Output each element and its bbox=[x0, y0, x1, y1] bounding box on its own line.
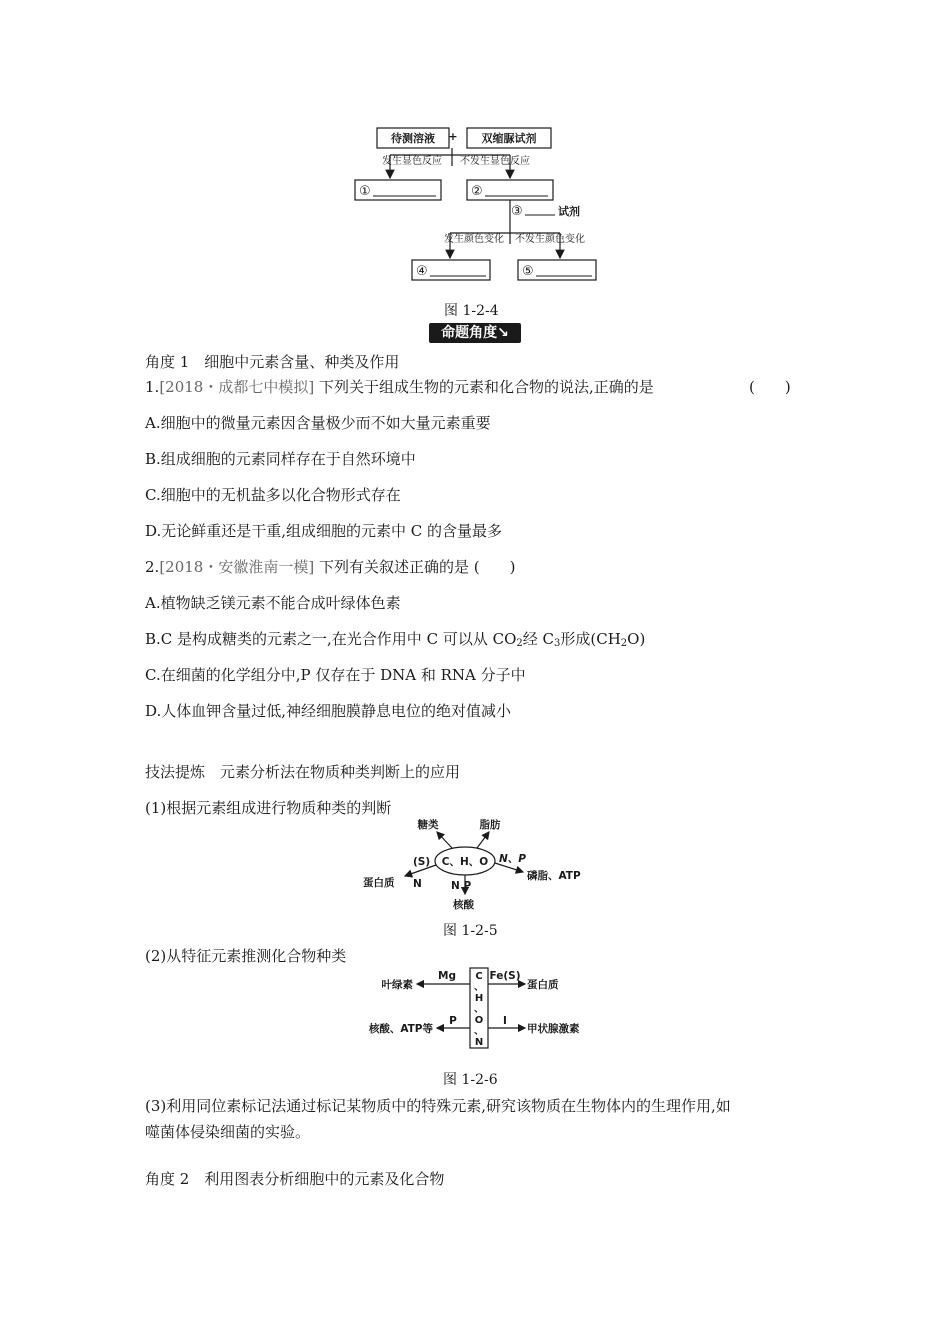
blank-3-number: ③ bbox=[511, 204, 523, 219]
question-2-stem: 2.[2018・安徽淮南一模] 下列有关叙述正确的是 ( ) bbox=[145, 558, 516, 576]
blank-4-number: ④ bbox=[416, 264, 428, 279]
color-change-label: 发生颜色变化 bbox=[444, 234, 504, 245]
figure-1-2-4-caption: 图 1-2-4 bbox=[444, 303, 499, 319]
protein-label-2: 蛋白质 bbox=[527, 979, 559, 991]
column-n: N bbox=[474, 1037, 484, 1048]
fat-label: 脂肪 bbox=[479, 819, 501, 831]
column-sep-2: 、 bbox=[474, 1004, 484, 1015]
no-color-reaction-label: 不发生显色反应 bbox=[460, 156, 530, 167]
plus-sign: + bbox=[448, 130, 458, 143]
question-2-source: [2018・安徽淮南一模] bbox=[159, 558, 315, 576]
no-color-change-label: 不发生颜色变化 bbox=[515, 234, 585, 245]
question-2-option-b: B.C 是构成糖类的元素之一,在光合作用中 C 可以从 $CO_2$经 $C_3$形成$(CH_2O)$ bbox=[145, 630, 646, 649]
center-elements: C、H、O bbox=[441, 856, 489, 868]
technique-heading: 技法提炼 元素分析法在物质种类判断上的应用 bbox=[145, 763, 461, 781]
iodine-label: I bbox=[503, 1015, 507, 1027]
reagent-suffix: 试剂 bbox=[558, 205, 580, 218]
figure-1-2-4 bbox=[340, 120, 620, 290]
fe-s-label: Fe(S) bbox=[489, 970, 521, 982]
reagent-label: 双缩脲试剂 bbox=[481, 132, 537, 145]
figure-1-2-5 bbox=[355, 812, 595, 916]
point-3-line-1: (3)利用同位素标记法通过标记某物质中的特殊元素,研究该物质在生物体内的生理作用,如 bbox=[145, 1097, 731, 1115]
point-2: (2)从特征元素推测化合物种类 bbox=[145, 947, 347, 965]
question-1-option-d: D.无论鲜重还是干重,组成细胞的元素中 C 的含量最多 bbox=[145, 522, 503, 540]
question-1-option-a: A.细胞中的微量元素因含量极少而不如大量元素重要 bbox=[145, 414, 491, 432]
question-2-option-a: A.植物缺乏镁元素不能合成叶绿体色素 bbox=[145, 594, 401, 612]
question-1-option-c: C.细胞中的无机盐多以化合物形式存在 bbox=[145, 486, 401, 504]
nitrogen-left-label: N bbox=[413, 878, 422, 890]
column-c: C bbox=[475, 971, 483, 982]
nucleic-atp-label: 核酸、ATP等 bbox=[368, 1023, 433, 1035]
point-3-line-2: 噬菌体侵染细菌的实验。 bbox=[145, 1123, 311, 1141]
proposition-angle-badge: 命题角度↘ bbox=[429, 323, 521, 343]
p-label: P bbox=[449, 1015, 457, 1027]
blank-2-number: ② bbox=[471, 184, 483, 199]
np-right-label: N、P bbox=[499, 853, 526, 865]
sample-label: 待测溶液 bbox=[391, 132, 435, 145]
sulfur-label: (S) bbox=[413, 856, 431, 868]
thyroxine-label: 甲状腺激素 bbox=[527, 1023, 580, 1035]
column-h: H bbox=[474, 993, 484, 1004]
figure-1-2-5-caption: 图 1-2-5 bbox=[443, 923, 498, 939]
angle-1-heading: 角度 1 细胞中元素含量、种类及作用 bbox=[145, 353, 400, 371]
protein-label: 蛋白质 bbox=[363, 877, 395, 889]
question-2-option-c: C.在细菌的化学组分中,P 仅存在于 DNA 和 RNA 分子中 bbox=[145, 666, 526, 684]
question-1-answer-paren: ( ) bbox=[749, 378, 791, 396]
point-1: (1)根据元素组成进行物质种类的判断 bbox=[145, 799, 392, 817]
mg-label: Mg bbox=[438, 970, 456, 982]
chlorophyll-label: 叶绿素 bbox=[381, 979, 413, 991]
nucleic-acid-label: 核酸 bbox=[453, 899, 474, 911]
sugar-label: 糖类 bbox=[417, 819, 439, 831]
angle-2-heading: 角度 2 利用图表分析细胞中的元素及化合物 bbox=[145, 1170, 445, 1188]
question-1-stem: 1.[2018・成都七中模拟] 下列关于组成生物的元素和化合物的说法,正确的是 bbox=[145, 378, 654, 396]
question-1-option-b: B.组成细胞的元素同样存在于自然环境中 bbox=[145, 450, 416, 468]
blank-1-number: ① bbox=[359, 184, 371, 199]
question-1-source: [2018・成都七中模拟] bbox=[159, 378, 315, 396]
column-o: O bbox=[474, 1015, 484, 1026]
np-bottom-label: N P bbox=[451, 880, 472, 892]
blank-5-number: ⑤ bbox=[522, 264, 534, 279]
figure-1-2-6 bbox=[355, 962, 595, 1054]
figure-1-2-6-caption: 图 1-2-6 bbox=[443, 1072, 498, 1088]
color-reaction-label: 发生显色反应 bbox=[382, 156, 442, 167]
question-2-option-d: D.人体血钾含量过低,神经细胞膜静息电位的绝对值减小 bbox=[145, 702, 512, 720]
phospholipid-label: 磷脂、ATP bbox=[527, 870, 581, 882]
column-sep-1: 、 bbox=[474, 982, 484, 993]
column-sep-3: 、 bbox=[474, 1026, 484, 1037]
